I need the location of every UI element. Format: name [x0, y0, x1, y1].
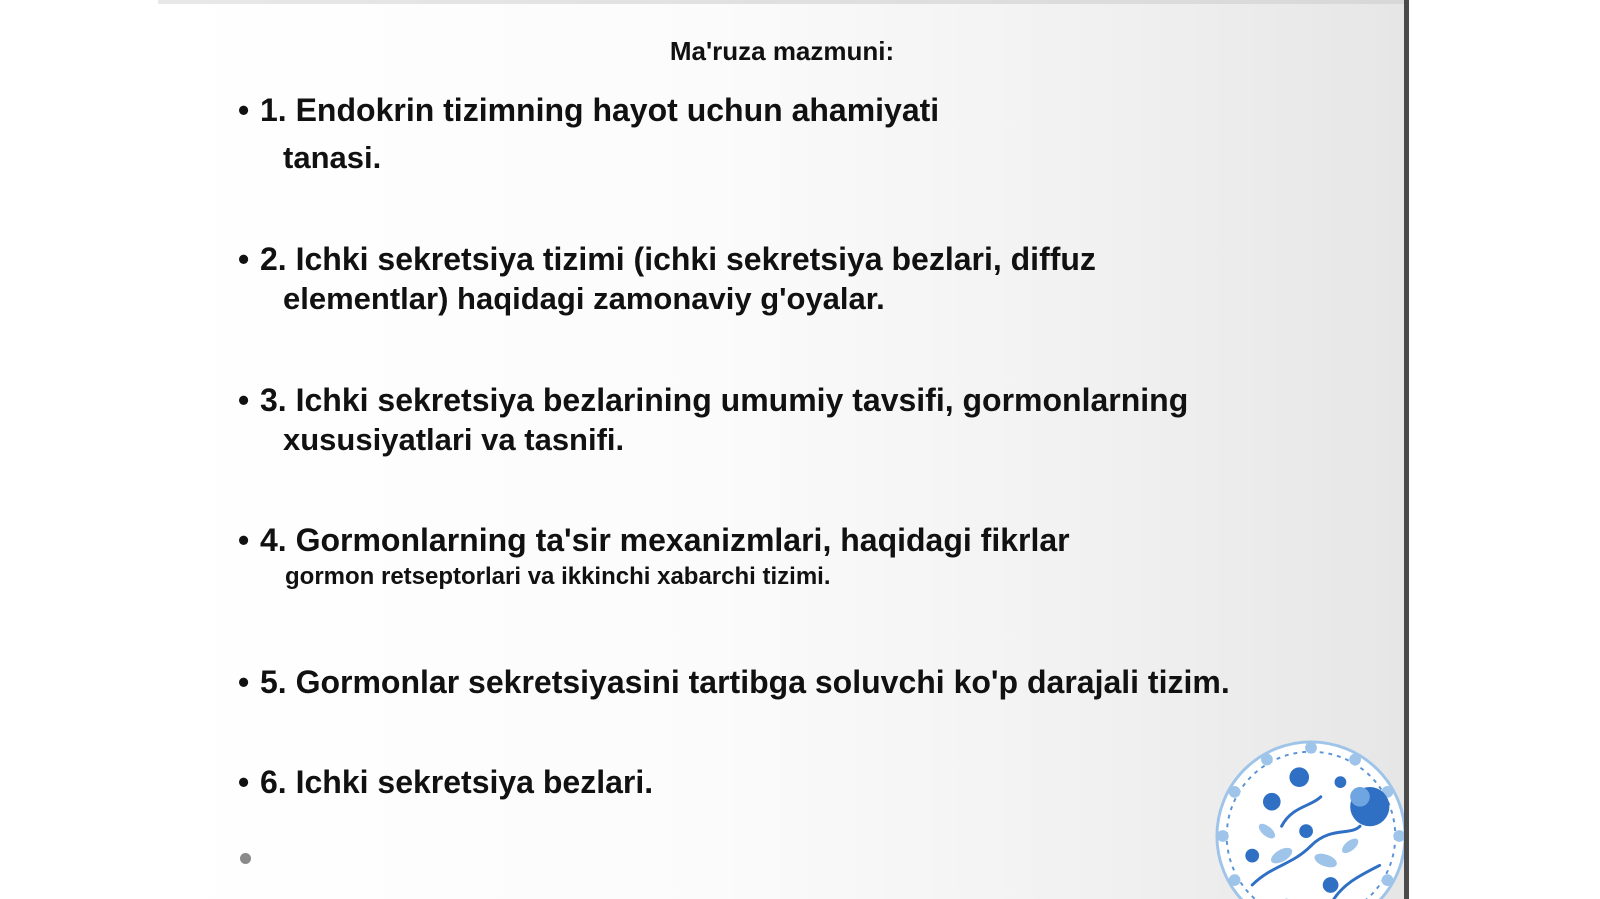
bullet: • — [238, 382, 250, 418]
presentation-slide — [158, 0, 1406, 899]
list-item — [238, 90, 939, 178]
floral-ornament-icon — [1213, 738, 1406, 899]
slide-title: Ma'ruza mazmuni: — [669, 36, 895, 66]
list-item — [238, 762, 653, 802]
list-item — [238, 239, 1096, 319]
list-item-continuation: gormon retseptorlari va ikkinchi xabarchi tizimi. — [285, 563, 831, 590]
list-item-text: 1. Endokrin tizimning hayot uchun ahamiyati — [260, 92, 940, 128]
list-item-text: 5. Gormonlar sekretsiyasini tartibga soluvchi ko'p darajali tizim. — [260, 664, 1230, 700]
list-item-text: 6. Ichki sekretsiya bezlari. — [260, 764, 654, 800]
bullet: • — [238, 522, 250, 558]
list-item-text: 2. Ichki sekretsiya tizimi (ichki sekretsiya bezlari, diffuz — [260, 241, 1096, 277]
bullet: • — [238, 664, 250, 700]
list-item-text: 4. Gormonlarning ta'sir mexanizmlari, haqidagi fikrlar — [260, 522, 1070, 558]
bullet: • — [238, 764, 250, 800]
list-item-continuation: elementlar) haqidagi zamonaviy g'oyalar. — [283, 281, 885, 316]
list-item — [238, 520, 1070, 594]
list-item — [238, 380, 1188, 460]
bullet: • — [238, 92, 250, 128]
list-item-continuation: xususiyatlari va tasnifi. — [283, 422, 625, 457]
slide-right-edge — [1404, 0, 1409, 899]
list-item-text: 3. Ichki sekretsiya bezlarining umumiy tavsifi, gormonlarning — [260, 382, 1189, 418]
list-item — [238, 662, 1230, 702]
empty-bullet — [240, 853, 251, 864]
list-item-continuation: tanasi. — [283, 140, 382, 175]
slide-top-edge — [158, 0, 1406, 4]
bullet: • — [238, 241, 250, 277]
